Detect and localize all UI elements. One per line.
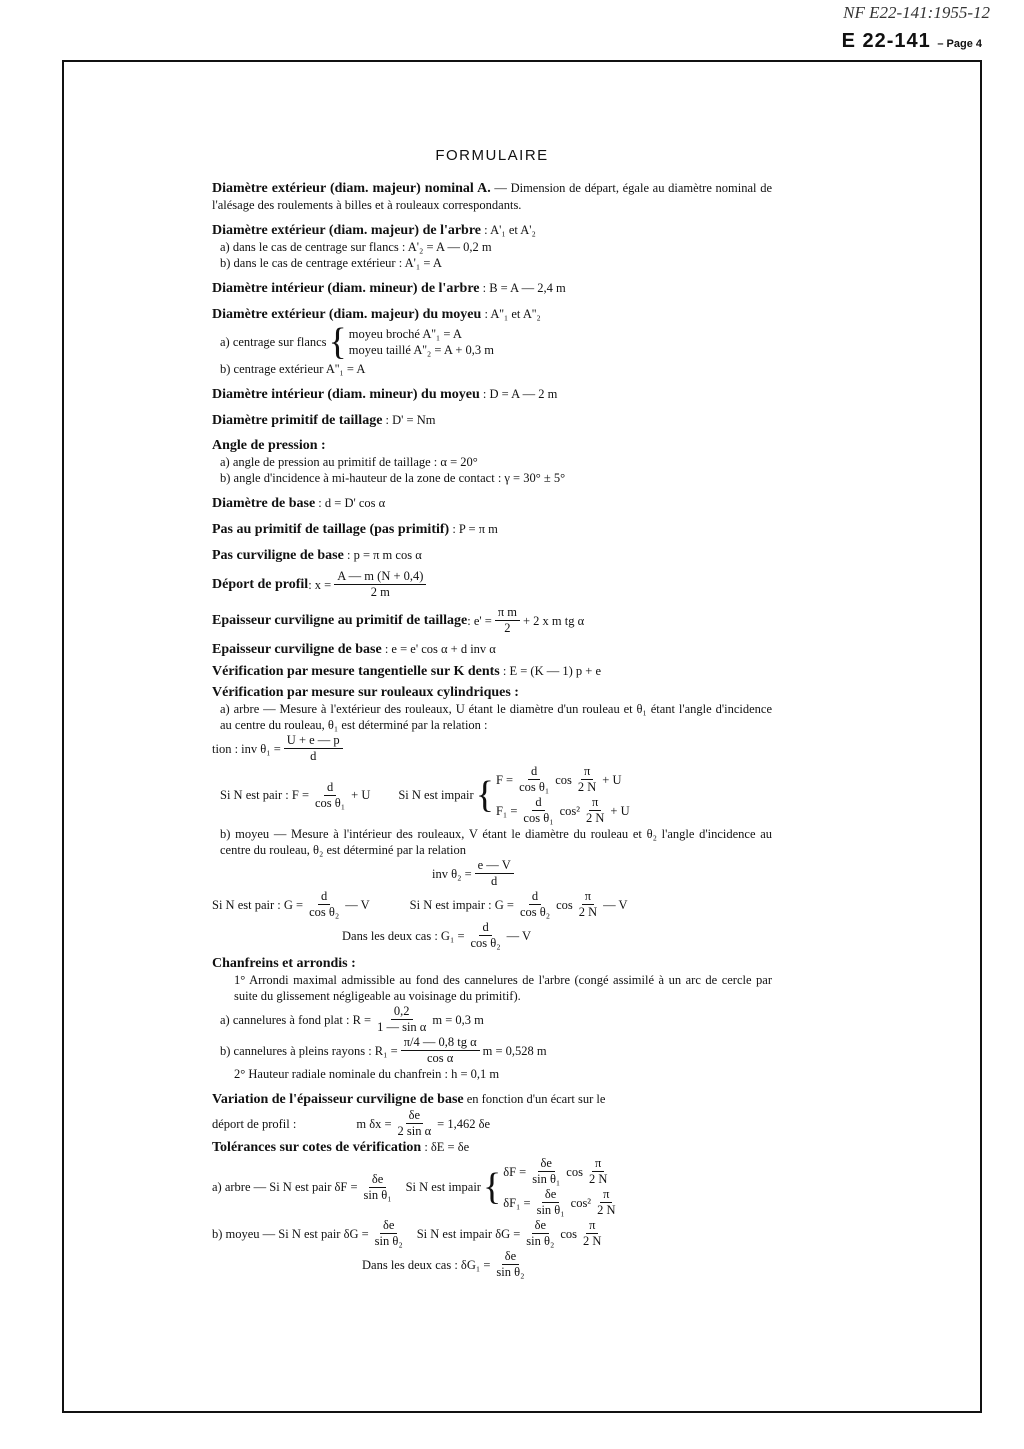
- numerator: d: [529, 889, 541, 905]
- formula-mid: cos²: [570, 1195, 592, 1210]
- denominator: 2: [504, 621, 511, 635]
- heading: Diamètre intérieur (diam. mineur) de l'arbre: [212, 281, 480, 296]
- formula-rest: — V: [603, 897, 628, 912]
- formula-mid: cos: [566, 1164, 583, 1179]
- numerator: U + e — p: [284, 733, 343, 749]
- formula-mid: cos²: [559, 803, 580, 818]
- formula-rest: + U: [351, 788, 371, 802]
- denominator: cos θ₁: [523, 811, 554, 825]
- formula: : d = D' cos α: [315, 496, 386, 510]
- section-tolerances: [212, 1139, 772, 1156]
- denominator: 2 N: [597, 1203, 616, 1217]
- text: en fonction d'un écart sur le: [463, 1092, 606, 1106]
- formula-lhs: Dans les deux cas : G₁ =: [342, 928, 465, 943]
- formula-rest: = 1,462 δe: [437, 1116, 491, 1131]
- section-shaft-major: [212, 222, 772, 239]
- heading: Diamètre extérieur (diam. majeur) nominal A.: [212, 181, 491, 196]
- numerator: δe: [406, 1108, 423, 1124]
- formula-lhs: Si N est impair : G =: [409, 897, 514, 912]
- item: b) dans le cas de centrage extérieur : A'₁ = A: [220, 256, 442, 270]
- heading: Epaisseur curviligne de base: [212, 642, 382, 657]
- fraction: [312, 780, 348, 811]
- formula-rest: — V: [506, 928, 532, 943]
- formula-lhs: Si N est pair : G =: [212, 897, 304, 912]
- fraction: [374, 1004, 429, 1035]
- numerator: δe: [542, 1187, 559, 1203]
- heading: Déport de profil: [212, 576, 309, 592]
- fraction: [395, 1108, 435, 1139]
- denominator: cos θ₂: [470, 936, 501, 950]
- formula-lhs: inv θ₂ =: [432, 866, 472, 881]
- formula: : p = π m cos α: [343, 548, 422, 562]
- heading: Diamètre extérieur (diam. majeur) de l'arbre: [212, 223, 482, 238]
- formula-rest: + U: [602, 772, 622, 787]
- formula-sheet: [212, 148, 772, 1280]
- fraction: [306, 889, 342, 920]
- denominator: sin θ₂: [526, 1234, 555, 1248]
- heading: Epaisseur curviligne au primitif de taillage: [212, 612, 468, 628]
- section-hub-minor: [212, 386, 772, 403]
- formula-dF1: [503, 1187, 621, 1218]
- standard-code: [842, 30, 982, 53]
- brace: {: [328, 321, 347, 363]
- fraction: [468, 920, 504, 951]
- formula-F: [496, 764, 630, 795]
- denominator: 2 N: [578, 905, 598, 919]
- fraction: [475, 858, 514, 889]
- denominator: sin θ₁: [536, 1203, 565, 1217]
- denominator: d: [491, 874, 498, 888]
- denominator: cos θ₂: [309, 905, 340, 919]
- text: déport de profil :: [212, 1116, 297, 1131]
- formula-rest: m = 0,528 m: [482, 1043, 547, 1058]
- denominator: 1 — sin α: [377, 1020, 427, 1034]
- formula-inv-theta1: [212, 733, 772, 764]
- formula-mid: cos: [556, 897, 573, 912]
- denominator: 2 N: [577, 780, 597, 794]
- heading: Variation de l'épaisseur curviligne de base: [212, 1092, 464, 1107]
- section-hub-major: [212, 306, 772, 323]
- section-base-thickness: [212, 641, 772, 658]
- formula-lhs: a) cannelures à fond plat : R =: [220, 1012, 372, 1027]
- item: 1° Arrondi maximal admissible au fond des cannelures de l'arbre (congé assimilé à un arc de cercle par suite du glissement négligeable au voisinage du primitif).: [234, 973, 772, 1003]
- formula-lhs: Dans les deux cas : δG₁ =: [362, 1257, 491, 1272]
- formula-rest: + 2 x m tg α: [523, 613, 585, 628]
- formula-lhs: Si N est impair: [405, 1180, 481, 1194]
- numerator: d: [318, 889, 330, 905]
- item: a) dans le cas de centrage sur flancs : A'₂ = A — 0,2 m: [220, 240, 492, 254]
- denominator: cos α: [426, 1051, 454, 1065]
- denominator: sin θ₂: [374, 1234, 403, 1248]
- numerator: e — V: [475, 858, 514, 874]
- heading: Pas au primitif de taillage (pas primitif): [212, 522, 450, 537]
- fraction: [372, 1218, 406, 1249]
- section-pitch-diameter: [212, 412, 772, 429]
- formula: : D = A — 2 m: [479, 387, 558, 401]
- denominator: 2 m: [370, 585, 390, 599]
- item: a) angle de pression au primitif de taillage : α = 20°: [220, 455, 478, 469]
- formula-dF: [503, 1156, 621, 1187]
- fraction: [576, 889, 600, 920]
- formula-F1: [496, 795, 630, 826]
- formula-inv-theta2: [212, 858, 772, 889]
- formula-lhs: δF₁ =: [503, 1195, 531, 1210]
- fraction: [523, 1218, 557, 1249]
- formula-hub-dG: [212, 1218, 772, 1249]
- numerator: π: [600, 1187, 612, 1203]
- formula-hub-G: [212, 889, 772, 920]
- heading: Diamètre de base: [212, 496, 316, 511]
- brace: {: [475, 774, 494, 816]
- numerator: δe: [538, 1156, 555, 1172]
- formula-lhs: b) cannelures à pleins rayons : R₁ =: [220, 1043, 398, 1058]
- formula-lhs: δF =: [503, 1164, 527, 1179]
- formula: : δE = δe: [421, 1140, 470, 1154]
- heading: Diamètre primitif de taillage: [212, 413, 383, 428]
- formula-rest: — V: [345, 897, 370, 912]
- section-profile-shift: [212, 569, 772, 600]
- fraction: [495, 605, 520, 636]
- fraction: [517, 889, 553, 920]
- fraction: [334, 569, 426, 600]
- numerator: d: [528, 764, 540, 780]
- denominator: 2 sin α: [397, 1124, 432, 1138]
- formula-lhs: a) arbre — Si N est pair δF =: [212, 1180, 358, 1194]
- denominator: sin θ₁: [532, 1172, 561, 1186]
- code-number: E 22-141: [841, 30, 931, 52]
- denominator: cos θ₁: [519, 780, 550, 794]
- document-reference: NF E22-141:1955-12: [843, 3, 990, 22]
- formula: : B = A — 2,4 m: [479, 281, 566, 295]
- formula-lhs: : x =: [308, 577, 332, 592]
- numerator: δe: [380, 1218, 397, 1234]
- numerator: A — m (N + 0,4): [334, 569, 426, 585]
- brace-options: [349, 326, 494, 358]
- fraction: [361, 1172, 395, 1203]
- denominator: 2 N: [585, 811, 605, 825]
- fraction: [516, 764, 552, 795]
- option: moyeu broché A''₁ = A: [348, 327, 462, 341]
- fraction: [284, 733, 343, 764]
- page-title: FORMULAIRE: [435, 147, 549, 164]
- denominator: 2 N: [583, 1234, 602, 1248]
- numerator: δe: [532, 1218, 549, 1234]
- formula-shaft-dF: [212, 1156, 772, 1218]
- numerator: π: [582, 889, 594, 905]
- heading: Pas curviligne de base: [212, 548, 344, 563]
- numerator: π: [586, 1218, 598, 1234]
- fraction: [529, 1156, 563, 1187]
- hub-flank-centering: [212, 323, 772, 361]
- formula-lhs: : e' =: [467, 613, 492, 628]
- text: — Dimension de départ, égale au diamètre nominal de l'alésage des roulements à billes et à rouleaux correspondants.: [212, 181, 772, 212]
- section-tangential-check: [212, 663, 772, 680]
- denominator: sin θ₂: [496, 1265, 525, 1279]
- fraction: [583, 795, 607, 826]
- formula-hub-dG1: [212, 1249, 772, 1280]
- section-roller-check: Vérification par mesure sur rouleaux cylindriques :: [212, 685, 519, 700]
- denominator: cos θ₁: [315, 795, 346, 810]
- section-shaft-minor: [212, 280, 772, 297]
- formula-m-dx: [212, 1108, 772, 1139]
- denominator: 2 N: [588, 1172, 608, 1186]
- numerator: π/4 — 0,8 tg α: [401, 1035, 480, 1051]
- item-label: a) centrage sur flancs: [220, 335, 327, 349]
- section-circular-pitch: [212, 521, 772, 538]
- formula-R: [212, 1004, 772, 1035]
- heading: Vérification par mesure tangentielle sur K dents: [212, 664, 500, 679]
- brace-options: [503, 1156, 621, 1218]
- denominator: sin θ₁: [363, 1187, 392, 1202]
- section-pressure-angle: Angle de pression :: [212, 438, 326, 453]
- formula-lhs: tion : inv θ₁ =: [212, 741, 281, 756]
- item: b) moyeu — Mesure à l'intérieur des rouleaux, V étant le diamètre du rouleau et θ₂ l'angle d'incidence au centre du rouleau, θ₂ est déterminé par la relation: [220, 827, 772, 857]
- formula: : D' = Nm: [382, 413, 436, 427]
- formula: : E = (K — 1) p + e: [499, 664, 601, 678]
- formula-lhs: F₁ =: [495, 803, 518, 818]
- fraction: [586, 1156, 610, 1187]
- fraction: [493, 1249, 527, 1280]
- formula-hub-G1: [212, 920, 772, 951]
- item: b) angle d'incidence à mi-hauteur de la zone de contact : γ = 30° ± 5°: [220, 471, 566, 485]
- heading: Diamètre extérieur (diam. majeur) du moyeu: [212, 307, 482, 322]
- formula-lhs: m δx =: [356, 1116, 392, 1131]
- formula-lhs: Si N est impair: [398, 788, 474, 802]
- option: moyeu taillé A''₂ = A + 0,3 m: [348, 343, 494, 357]
- numerator: d: [532, 795, 544, 811]
- heading: Diamètre intérieur (diam. mineur) du moyeu: [212, 387, 480, 402]
- fraction: [534, 1187, 568, 1218]
- formula: : e = e' cos α + d inv α: [381, 642, 496, 656]
- numerator: δe: [502, 1249, 519, 1265]
- fraction: [580, 1218, 604, 1249]
- formula-lhs: b) moyeu — Si N est pair δG =: [212, 1226, 369, 1241]
- section-thickness-variation: [212, 1091, 772, 1108]
- denominator: d: [310, 749, 317, 763]
- formula-R1: [212, 1035, 772, 1066]
- item: b) centrage extérieur A''₁ = A: [220, 362, 366, 376]
- numerator: π m: [495, 605, 520, 621]
- formula-mid: cos: [560, 1226, 578, 1241]
- heading: Tolérances sur cotes de vérification: [212, 1140, 422, 1155]
- formula: : A'₁ et A'₂: [481, 223, 536, 237]
- numerator: 0,2: [391, 1004, 413, 1020]
- item: a) arbre — Mesure à l'extérieur des rouleaux, U étant le diamètre d'un rouleau et θ₁ étant l'angle d'incidence au centre du rouleau, θ₁ est déterminé par la relation :: [220, 702, 772, 732]
- numerator: π: [592, 1156, 604, 1172]
- section-tooth-thickness: [212, 605, 772, 636]
- numerator: d: [324, 780, 336, 796]
- page-label: – Page 4: [937, 38, 982, 50]
- brace: {: [482, 1166, 502, 1208]
- formula-lhs: Si N est impair δG =: [416, 1226, 521, 1241]
- numerator: δe: [369, 1172, 386, 1188]
- fraction: [401, 1035, 480, 1066]
- numerator: π: [581, 764, 593, 780]
- fraction: [575, 764, 599, 795]
- item: 2° Hauteur radiale nominale du chanfrein : h = 0,1 m: [234, 1067, 500, 1081]
- formula: : P = π m: [449, 522, 498, 536]
- section-base-pitch: [212, 547, 772, 564]
- formula-lhs: F =: [495, 772, 514, 787]
- fraction: [594, 1187, 618, 1218]
- formula: : A''₁ et A''₂: [481, 307, 541, 321]
- section-base-diameter: [212, 495, 772, 512]
- fraction: [520, 795, 556, 826]
- brace-options: [496, 764, 630, 826]
- formula-rest: + U: [610, 803, 630, 818]
- numerator: d: [479, 920, 491, 936]
- section-nominal-diameter: [212, 180, 772, 213]
- formula-mid: cos: [555, 772, 572, 787]
- formula-rest: m = 0,3 m: [432, 1012, 484, 1027]
- denominator: cos θ₂: [519, 905, 551, 919]
- formula-lhs: Si N est pair : F =: [220, 788, 309, 802]
- formula-shaft-F: [212, 764, 772, 826]
- section-chamfers: Chanfreins et arrondis :: [212, 956, 356, 971]
- numerator: π: [589, 795, 601, 811]
